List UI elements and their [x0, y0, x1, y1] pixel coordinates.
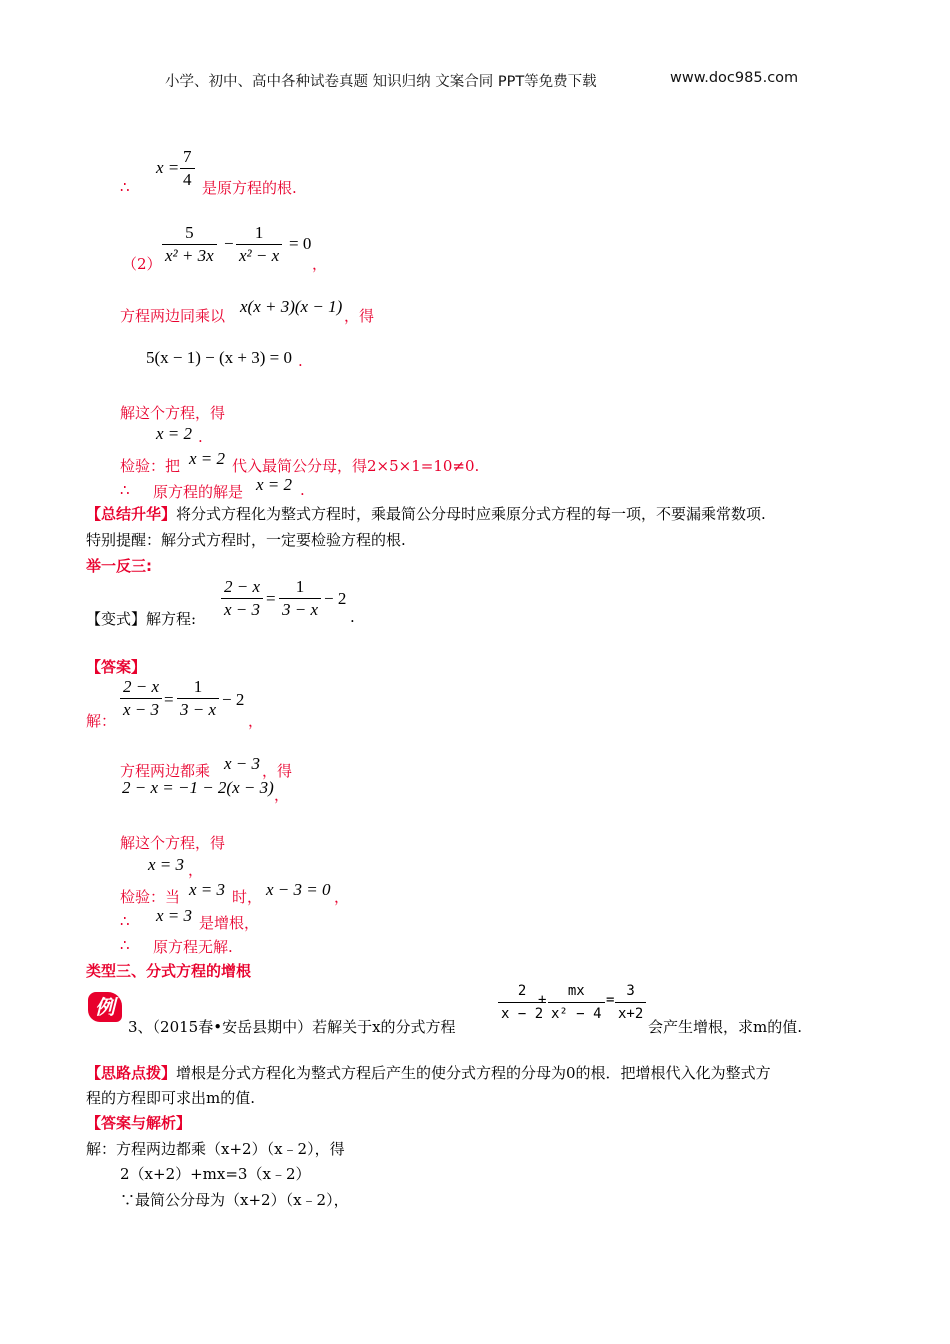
fraction-denominator: x² − x — [236, 244, 282, 267]
solve-text: 解这个方程，得 — [120, 834, 226, 852]
answer-fraction-1 — [120, 676, 162, 721]
summary-text: 将分式方程化为整式方程时，乘最简公分母时应乘原分式方程的每一项，不要漏乘常数项. — [176, 505, 766, 523]
solution: x = 3 — [148, 855, 185, 874]
equals-sign: = — [164, 690, 174, 709]
multiply-tail: ，得 — [344, 307, 375, 325]
fraction-numerator: 2 − x — [224, 577, 261, 596]
analysis-line-1: 解：方程两边都乘（x+2）（x﹣2），得 — [86, 1140, 345, 1158]
part-label: （2） — [122, 255, 162, 273]
multiply-text: 方程两边都乘 — [120, 762, 211, 780]
equals-sign: = — [606, 992, 615, 1008]
therefore-symbol: ∴ — [120, 936, 130, 954]
fraction-numerator: 3 — [626, 983, 635, 999]
period: . — [298, 352, 303, 370]
minus-sign: − — [224, 234, 234, 253]
fraction-denominator: 4 — [180, 168, 195, 191]
q-fraction-2 — [548, 980, 605, 1025]
hint-label: 【思路点拨】 — [86, 1064, 177, 1082]
check-expr: x = 2 — [189, 449, 226, 468]
example-badge: 例 — [88, 992, 122, 1022]
fraction-5-over — [162, 222, 217, 267]
analysis-line-3: ∵最简公分母为（x+2）（x﹣2）， — [120, 1191, 349, 1209]
equals-zero: = 0 — [289, 234, 312, 253]
fraction-numerator: 1 — [295, 577, 305, 596]
fraction-1-over — [236, 222, 282, 267]
fraction-denominator: x+2 — [615, 1002, 646, 1025]
fraction-denominator: x − 2 — [498, 1002, 546, 1025]
comma: ， — [334, 888, 350, 906]
header-url[interactable]: www.doc985.com — [670, 70, 799, 86]
fraction-denominator: 3 − x — [177, 698, 219, 721]
fraction-numerator: 1 — [254, 223, 264, 242]
fraction-denominator: x − 3 — [120, 698, 162, 721]
hint-text: 增根是分式方程化为整式方程后产生的使分式方程的分母为0的根．把增根代入化为整式方 — [176, 1064, 771, 1082]
multiply-expr: x(x + 3)(x − 1) — [240, 297, 343, 316]
final-text: 原方程的解是 — [153, 483, 244, 501]
header-text: 小学、初中、高中各种试卷真题 知识归纳 文案合同 PPT等免费下载 — [165, 74, 597, 90]
comma: ， — [312, 255, 328, 273]
no-solution-text: 原方程无解. — [153, 938, 233, 956]
x-equals: x = — [156, 158, 180, 177]
comma: ， — [248, 712, 264, 730]
question-suffix: 会产生增根，求m的值. — [648, 1018, 802, 1036]
fraction-numerator: 2 − x — [123, 677, 160, 696]
question-prefix: 3、（2015春•安岳县期中）若解关于x的分式方程 — [128, 1018, 456, 1036]
comma: ， — [274, 786, 290, 804]
variant-fraction-2 — [279, 576, 321, 621]
equation-line: 2 − x = −1 − 2(x − 3) — [122, 778, 274, 797]
plus-sign: + — [538, 992, 547, 1008]
root-conclusion: 是原方程的根. — [202, 179, 297, 197]
fraction-7-4 — [180, 146, 195, 191]
special-tip: 特别提醒：解分式方程时，一定要检验方程的根. — [86, 531, 406, 549]
final-expr: x = 2 — [256, 475, 293, 494]
check-expr: x = 3 — [189, 880, 226, 899]
answer-fraction-2 — [177, 676, 219, 721]
extraneous-text: 是增根， — [199, 914, 260, 932]
analysis-label: 【答案与解析】 — [86, 1114, 192, 1132]
multiply-tail: ，得 — [262, 762, 293, 780]
therefore-symbol: ∴ — [120, 912, 130, 930]
hint — [86, 1062, 771, 1083]
extraneous-root: x = 3 — [156, 906, 193, 925]
type3-heading: 类型三、分式方程的增根 — [86, 962, 252, 980]
check-expr-2: x − 3 = 0 — [266, 880, 331, 899]
fraction-numerator: 7 — [183, 147, 192, 166]
jie-label: 解： — [86, 712, 117, 730]
equation-line: 5(x − 1) − (x + 3) = 0 — [146, 348, 292, 367]
comma: ， — [188, 861, 204, 879]
period: . — [300, 481, 305, 499]
summary-label: 【总结升华】 — [86, 505, 177, 523]
variant-fraction-1 — [221, 576, 263, 621]
fraction-denominator: 3 − x — [279, 598, 321, 621]
check-text-2: 时， — [232, 888, 263, 906]
analysis-line-2: 2（x+2）+mx=3（x﹣2） — [120, 1165, 311, 1183]
period: . — [350, 608, 355, 626]
answer-label: 【答案】 — [86, 658, 147, 676]
minus-two: − 2 — [324, 589, 347, 608]
fraction-denominator: x − 3 — [221, 598, 263, 621]
multiply-text: 方程两边同乘以 — [120, 307, 226, 325]
period: . — [198, 428, 203, 446]
solution: x = 2 — [156, 424, 193, 443]
fraction-numerator: mx — [567, 983, 585, 999]
check-text: 检验：把 — [120, 457, 181, 475]
check-text-2: 代入最简公分母，得2×5×1=10≠0. — [232, 457, 480, 475]
fraction-numerator: 1 — [193, 677, 203, 696]
variant-label: 【变式】解方程: — [86, 610, 197, 628]
minus-two: − 2 — [222, 690, 245, 709]
fraction-denominator: x² + 3x — [162, 244, 217, 267]
multiply-expr: x − 3 — [224, 754, 261, 773]
fraction-numerator: 5 — [185, 223, 194, 242]
equals-sign: = — [266, 589, 276, 608]
therefore-symbol: ∴ — [120, 178, 130, 196]
hint-text-2: 程的方程即可求出m的值. — [86, 1089, 255, 1107]
solve-text: 解这个方程，得 — [120, 404, 226, 422]
fraction-numerator: 2 — [517, 983, 527, 999]
fraction-denominator: x² − 4 — [548, 1002, 605, 1025]
check-text: 检验：当 — [120, 888, 181, 906]
q-fraction-3 — [615, 980, 646, 1025]
section-heading: 举一反三: — [86, 557, 152, 575]
summary — [86, 503, 766, 524]
therefore-symbol: ∴ — [120, 481, 130, 499]
